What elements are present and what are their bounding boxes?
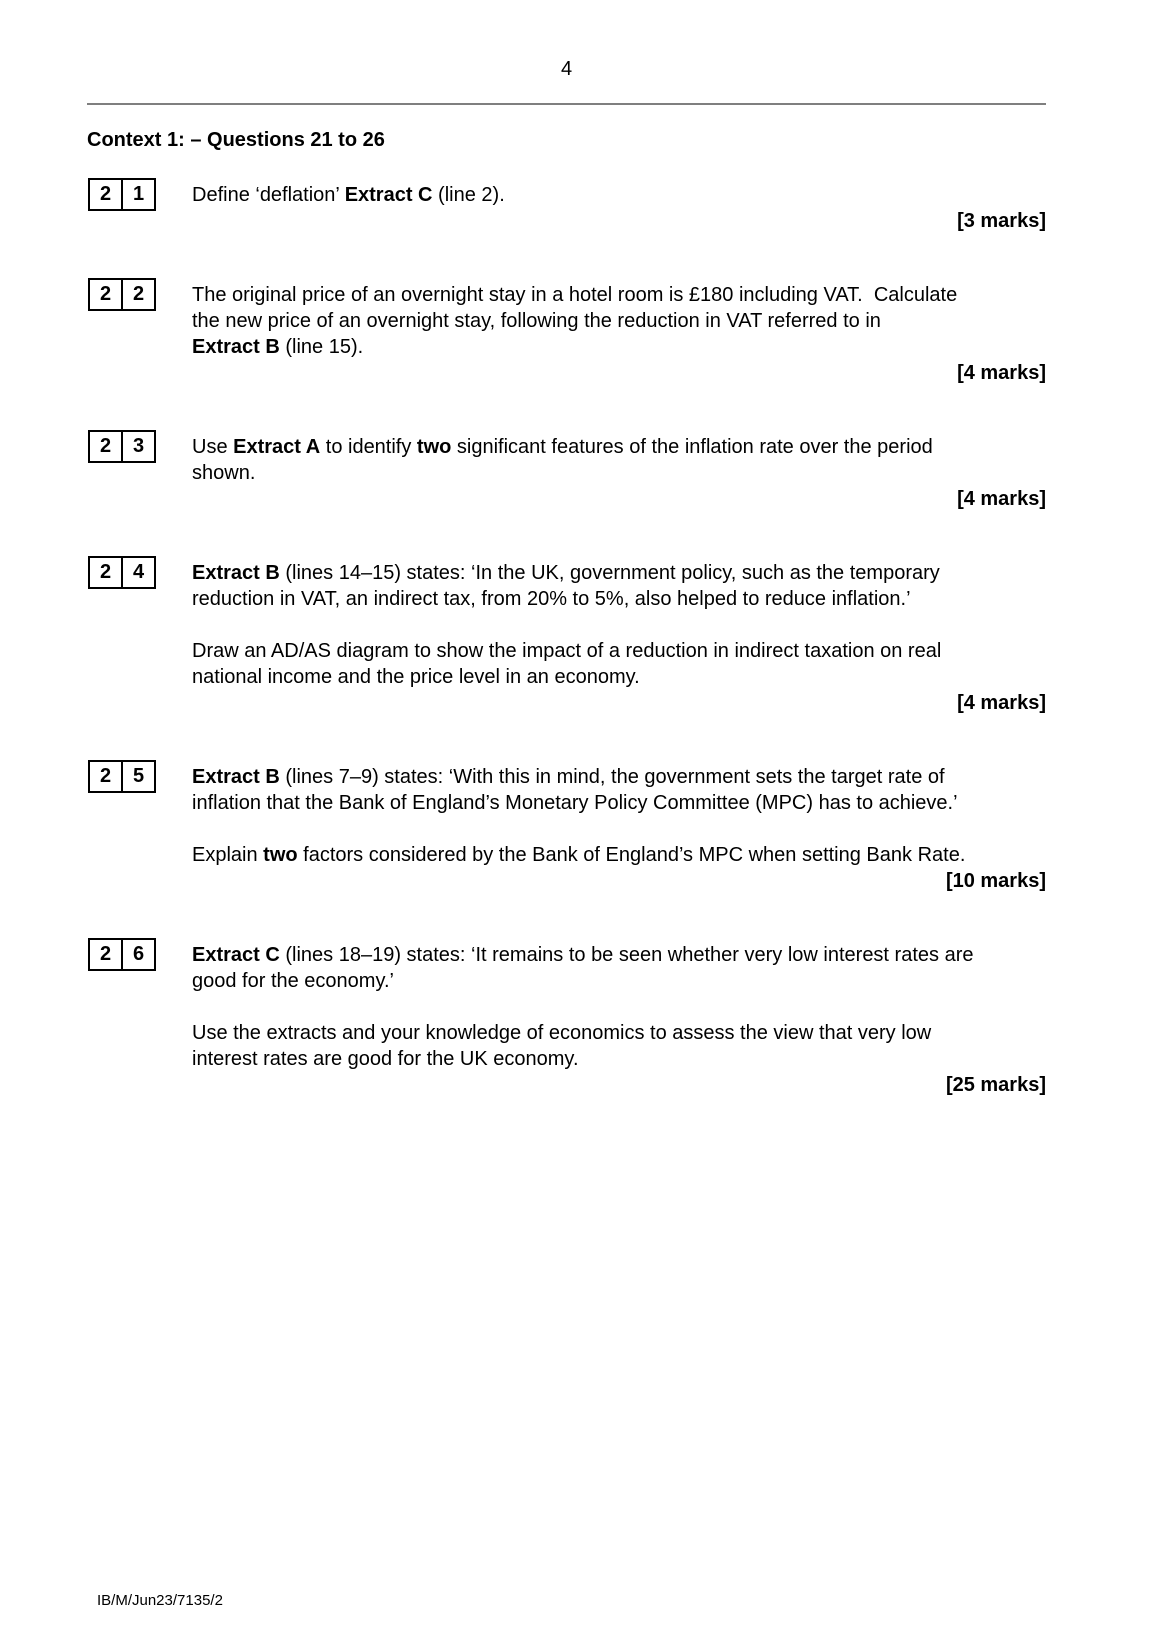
marks-label: [4 marks] [957, 362, 1046, 384]
question-number-box [88, 556, 156, 589]
question-26 [87, 942, 1046, 1098]
question-number-box [88, 278, 156, 311]
question-number-digit: 5 [121, 762, 154, 791]
question-paragraph [192, 638, 1046, 690]
question-number-digit: 1 [121, 180, 154, 209]
question-paragraph [192, 282, 1046, 360]
marks-label: [4 marks] [957, 488, 1046, 510]
page-number: 4 [560, 58, 573, 80]
marks-label: [4 marks] [957, 692, 1046, 714]
question-paragraph [192, 764, 1046, 816]
marks-label: [25 marks] [945, 1074, 1046, 1096]
question-number-digit: 2 [99, 765, 112, 787]
question-paragraph [192, 842, 1046, 868]
question-text-line: interest rates are good for the UK economy. [192, 1048, 579, 1070]
question-text-line: inflation that the Bank of England’s Monetary Policy Committee (MPC) has to achieve.’ [192, 792, 958, 814]
question-paragraph [192, 942, 1046, 994]
question-22 [87, 282, 1046, 386]
question-text-line: reduction in VAT, an indirect tax, from 20% to 5%, also helped to reduce inflation.’ [192, 588, 911, 610]
question-text-line: good for the economy.’ [192, 970, 394, 992]
question-text-line: Extract B (line 15). [192, 336, 364, 358]
question-number-digit: 2 [121, 280, 154, 309]
question-text-line: the new price of an overnight stay, following the reduction in VAT referred to in [192, 310, 881, 332]
question-21 [87, 182, 1046, 234]
question-text-line: The original price of an overnight stay in a hotel room is £180 including VAT. Calculate [192, 284, 958, 306]
question-text-line: Extract C (lines 18–19) states: ‘It remains to be seen whether very low interest rates are [192, 944, 974, 966]
question-paragraph [192, 1020, 1046, 1072]
context-heading: Context 1: – Questions 21 to 26 [87, 129, 385, 151]
question-number-digit: 2 [99, 435, 112, 457]
question-paragraph [192, 434, 1046, 486]
marks-label: [3 marks] [957, 210, 1046, 232]
question-paragraph [192, 182, 1046, 208]
question-text-line: Use Extract A to identify two significant features of the inflation rate over the period [192, 436, 933, 458]
question-number-box [88, 178, 156, 211]
question-text-line: Extract B (lines 7–9) states: ‘With this in mind, the government sets the target rate of [192, 766, 945, 788]
question-number-digit: 6 [121, 940, 154, 969]
question-number-digit: 2 [99, 283, 112, 305]
footer-reference: IB/M/Jun23/7135/2 [97, 1592, 223, 1609]
header-divider [87, 103, 1046, 105]
marks-label: [10 marks] [945, 870, 1046, 892]
question-number-digit: 3 [121, 432, 154, 461]
question-text-line: Use the extracts and your knowledge of economics to assess the view that very low [192, 1022, 932, 1044]
question-paragraph [192, 560, 1046, 612]
question-25 [87, 764, 1046, 894]
question-number-box [88, 430, 156, 463]
question-number-digit: 4 [121, 558, 154, 587]
question-24 [87, 560, 1046, 716]
question-text-line: Draw an AD/AS diagram to show the impact of a reduction in indirect taxation on real [192, 640, 942, 662]
question-number-digit: 2 [99, 561, 112, 583]
question-number-box [88, 760, 156, 793]
question-number-digit: 2 [99, 183, 112, 205]
question-23 [87, 434, 1046, 512]
question-text-line: Explain two factors considered by the Bank of England’s MPC when setting Bank Rate. [192, 844, 966, 866]
question-text-line: shown. [192, 462, 256, 484]
question-number-box [88, 938, 156, 971]
question-text-line: Extract B (lines 14–15) states: ‘In the UK, government policy, such as the temporary [192, 562, 940, 584]
question-number-digit: 2 [99, 943, 112, 965]
question-text-line: Define ‘deflation’ Extract C (line 2). [192, 184, 505, 206]
page-content [87, 0, 1046, 1098]
question-text-line: national income and the price level in an economy. [192, 666, 640, 688]
